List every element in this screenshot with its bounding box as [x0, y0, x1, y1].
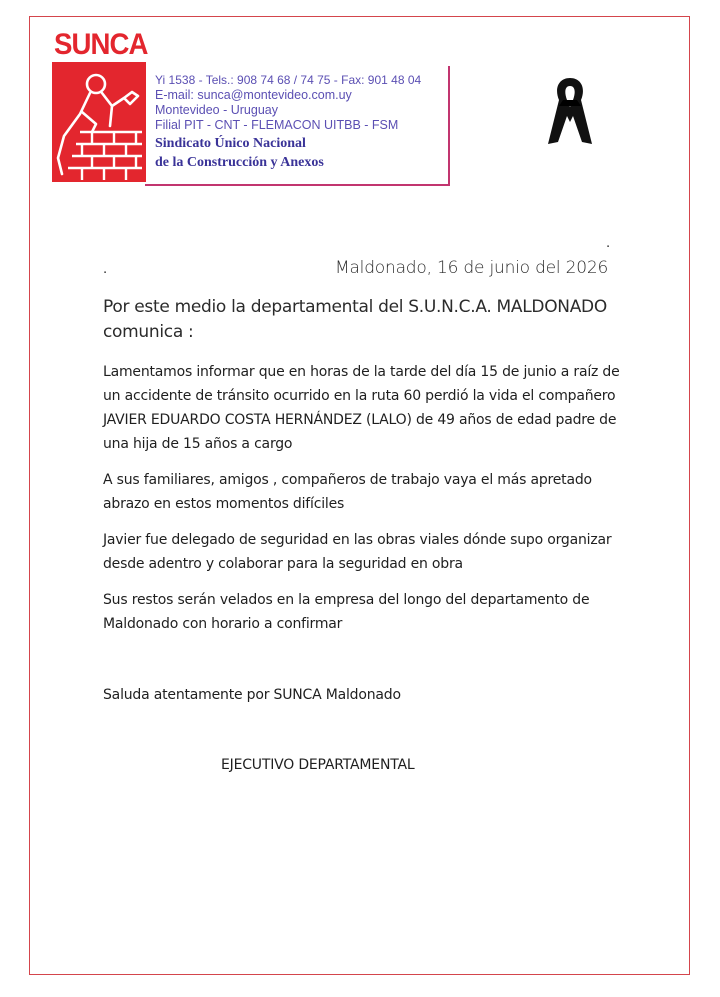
paragraph-funeral-info [103, 588, 623, 636]
sunca-logo-text: SUNCA [54, 28, 148, 61]
paragraph-line: abrazo en estos momentos difíciles [103, 496, 345, 512]
closing-salutation: Saluda atentamente por SUNCA Maldonado [103, 687, 401, 703]
intro-statement: Por este medio la departamental del S.U.N.C.A. MALDONADO comunica : [103, 297, 607, 342]
paragraph-line: Sus restos serán velados en la empresa del longo del departamento de [103, 592, 590, 608]
stamp-union-subtitle-line: de la Construcción y Anexos [155, 155, 324, 170]
stamp-affiliation-line: Filial PIT - CNT - FLEMACON UITBB - FSM [155, 118, 399, 132]
paragraph-line: una hija de 15 años a cargo [103, 436, 293, 452]
sunca-emblem-icon [52, 62, 146, 182]
stamp-union-name-line: Sindicato Único Nacional [155, 136, 306, 151]
stamp-email-line: E-mail: sunca@montevideo.com.uy [155, 88, 352, 102]
stamp-address-line: Yi 1538 - Tels.: 908 74 68 / 74 75 - Fax: 901 48 04 [155, 73, 422, 87]
paragraph-line: A sus familiares, amigos , compañeros de trabajo vaya el más apretado [103, 472, 592, 488]
signature-line: EJECUTIVO DEPARTAMENTAL [221, 757, 415, 773]
mourning-ribbon-icon [545, 74, 595, 150]
paragraph-line: Maldonado con horario a confirmar [103, 616, 343, 632]
paragraph-line: Javier fue delegado de seguridad en las obras viales dónde supo organizar [103, 532, 612, 548]
paragraph-announcement [103, 360, 623, 456]
paragraph-line: un accidente de tránsito ocurrido en la ruta 60 perdió la vida el compañero [103, 388, 616, 404]
letter-date: Maldonado, 16 de junio del 2026 [335, 258, 609, 278]
stray-dot: . [606, 234, 611, 251]
stray-dot: . [103, 260, 108, 277]
stamp-city-line: Montevideo - Uruguay [155, 103, 278, 117]
paragraph-line: desde adentro y colaborar para la seguridad en obra [103, 556, 463, 572]
paragraph-tribute [103, 528, 623, 576]
paragraph-line: Lamentamos informar que en horas de la tarde del día 15 de junio a raíz de [103, 364, 620, 380]
paragraph-line: JAVIER EDUARDO COSTA HERNÁNDEZ (LALO) de 49 años de edad padre de [103, 412, 617, 428]
address-stamp [145, 66, 450, 186]
paragraph-condolences [103, 468, 623, 516]
